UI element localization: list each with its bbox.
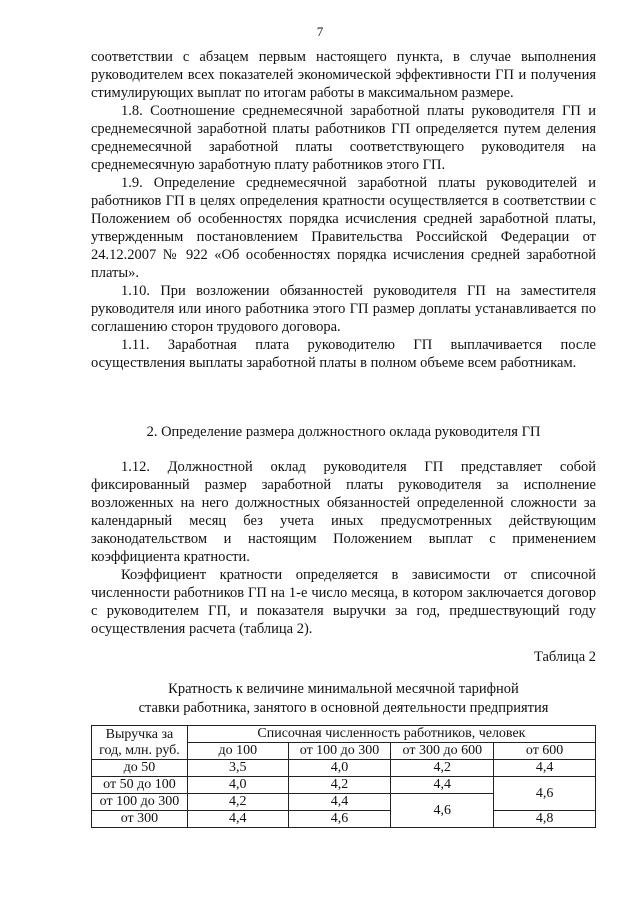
value-cell: 3,5 <box>187 760 288 777</box>
staff-column-header: от 600 <box>494 743 596 760</box>
section-heading-block <box>91 423 596 441</box>
value-cell: 4,0 <box>187 777 288 794</box>
revenue-header-line-2: год, млн. руб. <box>99 742 180 758</box>
value-cell: 4,2 <box>391 760 494 777</box>
table-row <box>92 811 596 828</box>
paragraph-1-10: 1.10. При возложении обязанностей руководителя ГП на заместителя руководителя или иного работника этого ГП размер доплаты устанавливается по соглашению сторон трудового договора. <box>91 283 596 335</box>
revenue-header-line-1: Выручка за <box>105 726 174 742</box>
staff-column-header: от 300 до 600 <box>391 743 494 760</box>
body-text-section2 <box>91 458 596 638</box>
table-caption-line-1: Кратность к величине минимальной месячной тарифной <box>168 681 519 697</box>
table-caption <box>91 680 596 718</box>
revenue-cell: от 50 до 100 <box>92 777 188 794</box>
paragraph-continuation: соответствии с абзацем первым настоящего пункта, в случае выполнения руководителем всех показателей экономической эффективности ГП и получения стимулирующих выплат по итогам работы в максимальном размере. <box>91 49 596 101</box>
revenue-header <box>92 726 188 760</box>
page-number: 7 <box>316 24 324 39</box>
value-cell: 4,0 <box>288 760 391 777</box>
value-cell: 4,2 <box>288 777 391 794</box>
staff-column-header: до 100 <box>187 743 288 760</box>
value-cell: 4,4 <box>288 794 391 811</box>
value-cell: 4,4 <box>494 760 596 777</box>
revenue-cell: от 100 до 300 <box>92 794 188 811</box>
value-cell: 4,6 <box>494 777 596 811</box>
paragraph-coefficient: Коэффициент кратности определяется в зависимости от списочной численности работников ГП на 1-е число месяца, в котором заключается договор с руководителем ГП, и показателя выручки за год, предшествующий году осуществления расчета (таблица 2). <box>91 567 596 637</box>
table-row <box>92 777 596 794</box>
value-cell: 4,8 <box>494 811 596 828</box>
section-heading: 2. Определение размера должностного оклада руководителя ГП <box>146 424 541 440</box>
paragraph-1-8: 1.8. Соотношение среднемесячной заработной платы руководителя ГП и среднемесячной заработной платы работников ГП определяется путем деления среднемесячной заработной платы соответствующего руководителя на среднемесячную заработную плату работников этого ГП. <box>91 103 596 173</box>
table-label-block <box>91 648 596 666</box>
value-cell: 4,4 <box>391 777 494 794</box>
coefficient-table <box>91 725 596 828</box>
staff-header: Списочная численность работников, человек <box>187 726 595 743</box>
value-cell: 4,6 <box>288 811 391 828</box>
table-header-row <box>92 726 596 743</box>
table-label: Таблица 2 <box>533 649 596 665</box>
table-caption-line-2: ставки работника, занятого в основной деятельности предприятия <box>138 700 549 716</box>
revenue-cell: от 300 <box>92 811 188 828</box>
paragraph-1-12: 1.12. Должностной оклад руководителя ГП представляет собой фиксированный размер заработной платы руководителя за исполнение возложенных на него должностных обязанностей определенной сложности за календарный месяц без учета иных предусмотренных действующим законодательством и настоящим Положением выплат с применением коэффициента кратности. <box>91 459 596 565</box>
value-cell: 4,6 <box>391 794 494 828</box>
value-cell: 4,4 <box>187 811 288 828</box>
revenue-cell: до 50 <box>92 760 188 777</box>
paragraph-1-9: 1.9. Определение среднемесячной заработной платы руководителей и работников ГП в целях определения кратности осуществляется в соответствии с Положением об особенностях порядка исчисления средней заработной платы, утвержденным постановлением Правительства Российской Федерации от 24.12.2007 № 922 «Об особенностях порядка исчисления средней заработной платы». <box>91 175 596 281</box>
table-row <box>92 760 596 777</box>
staff-column-header: от 100 до 300 <box>288 743 391 760</box>
value-cell: 4,2 <box>187 794 288 811</box>
paragraph-1-11: 1.11. Заработная плата руководителю ГП выплачивается после осуществления выплаты заработной платы в полном объеме всем работникам. <box>91 337 596 371</box>
body-text-top <box>91 48 596 372</box>
